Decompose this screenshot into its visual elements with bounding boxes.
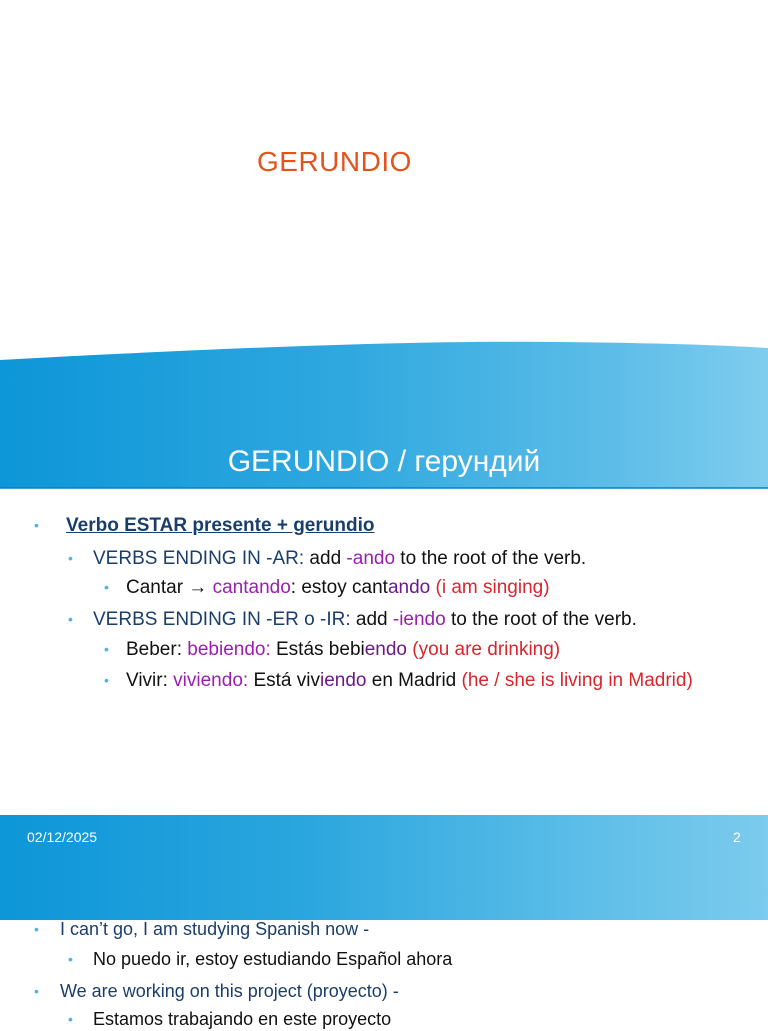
ar-example-gerund: cantando — [212, 577, 291, 598]
ir-example-place: en Madrid — [366, 670, 462, 691]
bullet-icon: • — [104, 672, 109, 688]
bottom-item-2-sub-text: Estamos trabajando en este proyecto — [93, 1009, 392, 1029]
ar-example-sentence: : estoy cant — [290, 577, 388, 598]
page-title: GERUNDIO — [257, 146, 412, 177]
er-rule-prefix: VERBS ENDING IN -ER o -IR: — [93, 609, 351, 630]
bullet-ar-example — [104, 576, 550, 599]
ir-example-sentence: Está viv — [248, 670, 320, 691]
bullet-icon: • — [68, 550, 73, 566]
bullet-er-example — [104, 638, 560, 661]
ar-rule-add: add — [304, 548, 347, 569]
ir-example-gerund: viviendo: — [173, 670, 249, 691]
ar-rule-rest: to the root of the verb. — [395, 548, 587, 569]
bullet-icon: • — [34, 517, 39, 533]
slide-title: GERUNDIO / герундий — [227, 445, 541, 478]
bullet-icon: • — [68, 611, 73, 627]
er-example-verb: Beber: — [126, 639, 188, 660]
ar-example-translation: (i am singing) — [430, 577, 550, 598]
bottom-item-1-sub-text: No puedo ir, estoy estudiando Español ahora — [93, 949, 453, 969]
bullet-icon: • — [34, 921, 39, 937]
bullet-er-rule — [68, 608, 637, 631]
bottom-item-2-text: We are working on this project (proyecto) - — [60, 981, 399, 1001]
bottom-item-1-sub — [68, 948, 452, 971]
bullet-icon: • — [68, 951, 73, 967]
ir-example-translation: (he / she is living in Madrid) — [461, 670, 693, 691]
bullet-icon: • — [68, 1011, 73, 1027]
ar-rule-ending: -ando — [346, 548, 396, 569]
bullet-icon: • — [104, 579, 109, 595]
ir-example-verb: Vivir: — [126, 670, 174, 691]
ir-example-ending: iendo — [319, 670, 367, 691]
er-example-ending: endo — [364, 639, 408, 660]
bullet-ir-example — [104, 669, 704, 692]
ar-rule-prefix: VERBS ENDING IN -AR: — [93, 548, 305, 569]
footer-page-number: 2 — [733, 829, 741, 845]
bullet-ar-rule — [68, 547, 586, 570]
ar-example-ending: ando — [387, 577, 431, 598]
slide-footer-band — [0, 815, 768, 920]
er-example-gerund: bebiendo: — [187, 639, 271, 660]
ar-example-verb: Cantar → — [126, 577, 213, 598]
er-rule-rest: to the root of the verb. — [445, 609, 637, 630]
er-example-sentence: Estás bebi — [270, 639, 365, 660]
bottom-item-1 — [34, 918, 369, 941]
er-rule-ending: -iendo — [392, 609, 446, 630]
bottom-item-1-text: I can’t go, I am studying Spanish now - — [60, 919, 370, 939]
heading-text: Verbo ESTAR presente + gerundio — [66, 515, 375, 536]
bullet-icon: • — [34, 983, 39, 999]
er-example-translation: (you are drinking) — [407, 639, 561, 660]
er-rule-add: add — [350, 609, 393, 630]
bullet-icon: • — [104, 641, 109, 657]
footer-date: 02/12/2025 — [27, 829, 98, 845]
bottom-item-2 — [34, 980, 399, 1003]
bottom-item-2-sub — [68, 1008, 391, 1031]
bullet-heading — [34, 514, 374, 537]
